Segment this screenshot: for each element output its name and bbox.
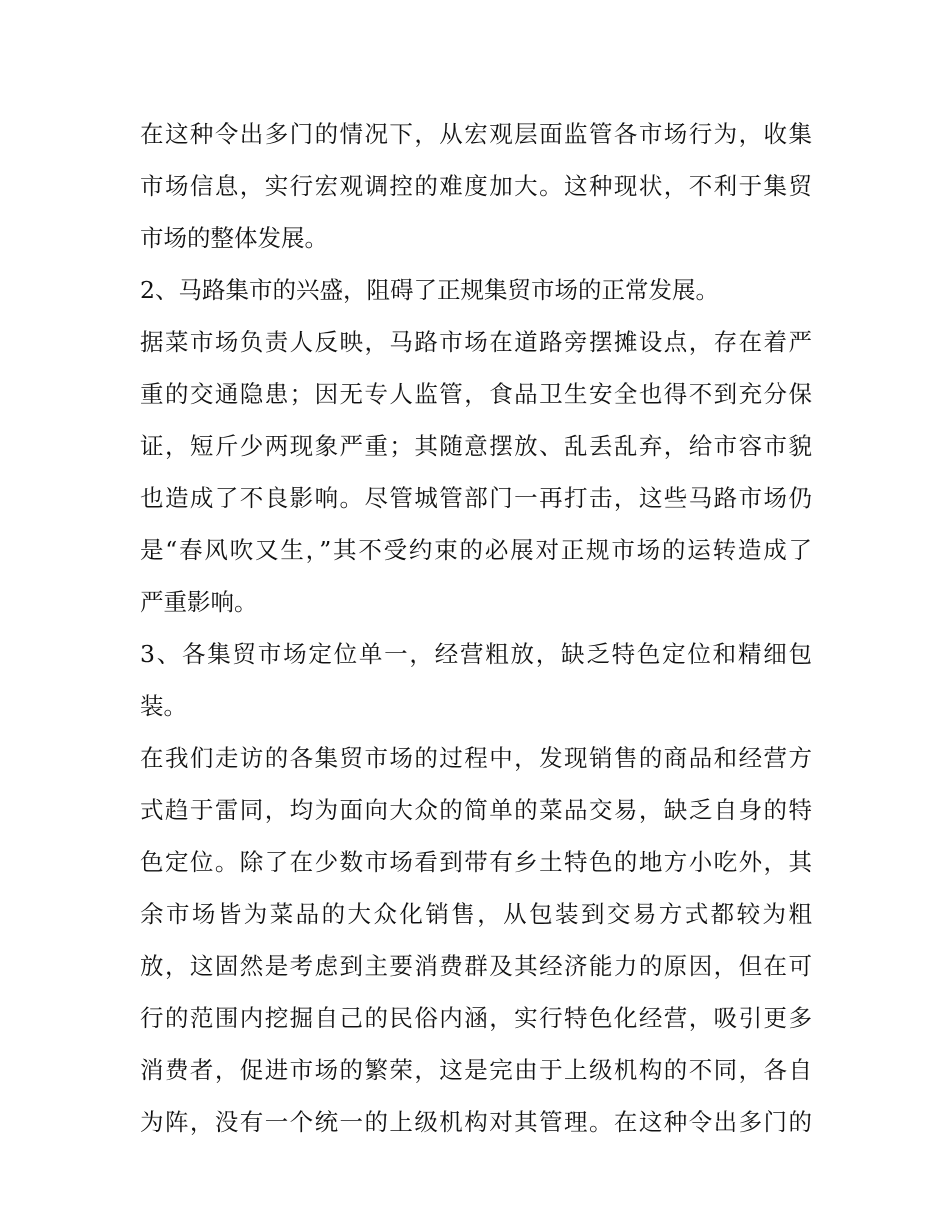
section-heading-2: 2、马路集市的兴盛，阻碍了正规集贸市场的正常发展。 [140, 276, 719, 304]
text-line-13: 在我们走访的各集贸市场的过程中，发现销售的商品和经营方 [140, 744, 812, 772]
text-line-6: 重的交通隐患；因无专人监管，食品卫生安全也得不到充分保 [140, 380, 812, 408]
body-text [140, 108, 812, 1148]
text-line-16: 余市场皆为菜品的大众化销售，从包装到交易方式都较为粗 [140, 900, 812, 928]
text-line-3: 市场的整体发展。 [140, 224, 328, 252]
section-heading-3-cont: 装。 [140, 692, 187, 720]
text-line-14: 式趋于雷同，均为面向大众的简单的菜品交易，缺乏自身的特 [140, 796, 812, 824]
text-line-18: 行的范围内挖掘自己的民俗内涵，实行特色化经营，吸引更多 [140, 1004, 812, 1032]
text-line-20: 为阵，没有一个统一的上级机构对其管理。在这种令出多门的 [140, 1108, 812, 1136]
text-line-5: 据菜市场负责人反映，马路市场在道路旁摆摊设点，存在着严 [140, 328, 812, 356]
text-line-10: 严重影响。 [140, 588, 258, 616]
text-line-9: 是“春风吹又生，”其不受约束的必展对正规市场的运转造成了 [140, 536, 812, 564]
text-line-15: 色定位。除了在少数市场看到带有乡土特色的地方小吃外，其 [140, 848, 812, 876]
text-line-19: 消费者，促进市场的繁荣，这是完由于上级机构的不同，各自 [140, 1056, 812, 1084]
section-heading-3: 3、各集贸市场定位单一，经营粗放，缺乏特色定位和精细包 [140, 640, 812, 668]
text-line-8: 也造成了不良影响。尽管城管部门一再打击，这些马路市场仍 [140, 484, 812, 512]
text-line-17: 放，这固然是考虑到主要消费群及其经济能力的原因，但在可 [140, 952, 812, 980]
text-line-1: 在这种令出多门的情况下，从宏观层面监管各市场行为，收集 [140, 120, 812, 148]
text-line-7: 证，短斤少两现象严重；其随意摆放、乱丢乱弃，给市容市貌 [140, 432, 812, 460]
text-line-2: 市场信息，实行宏观调控的难度加大。这种现状，不利于集贸 [140, 172, 812, 200]
